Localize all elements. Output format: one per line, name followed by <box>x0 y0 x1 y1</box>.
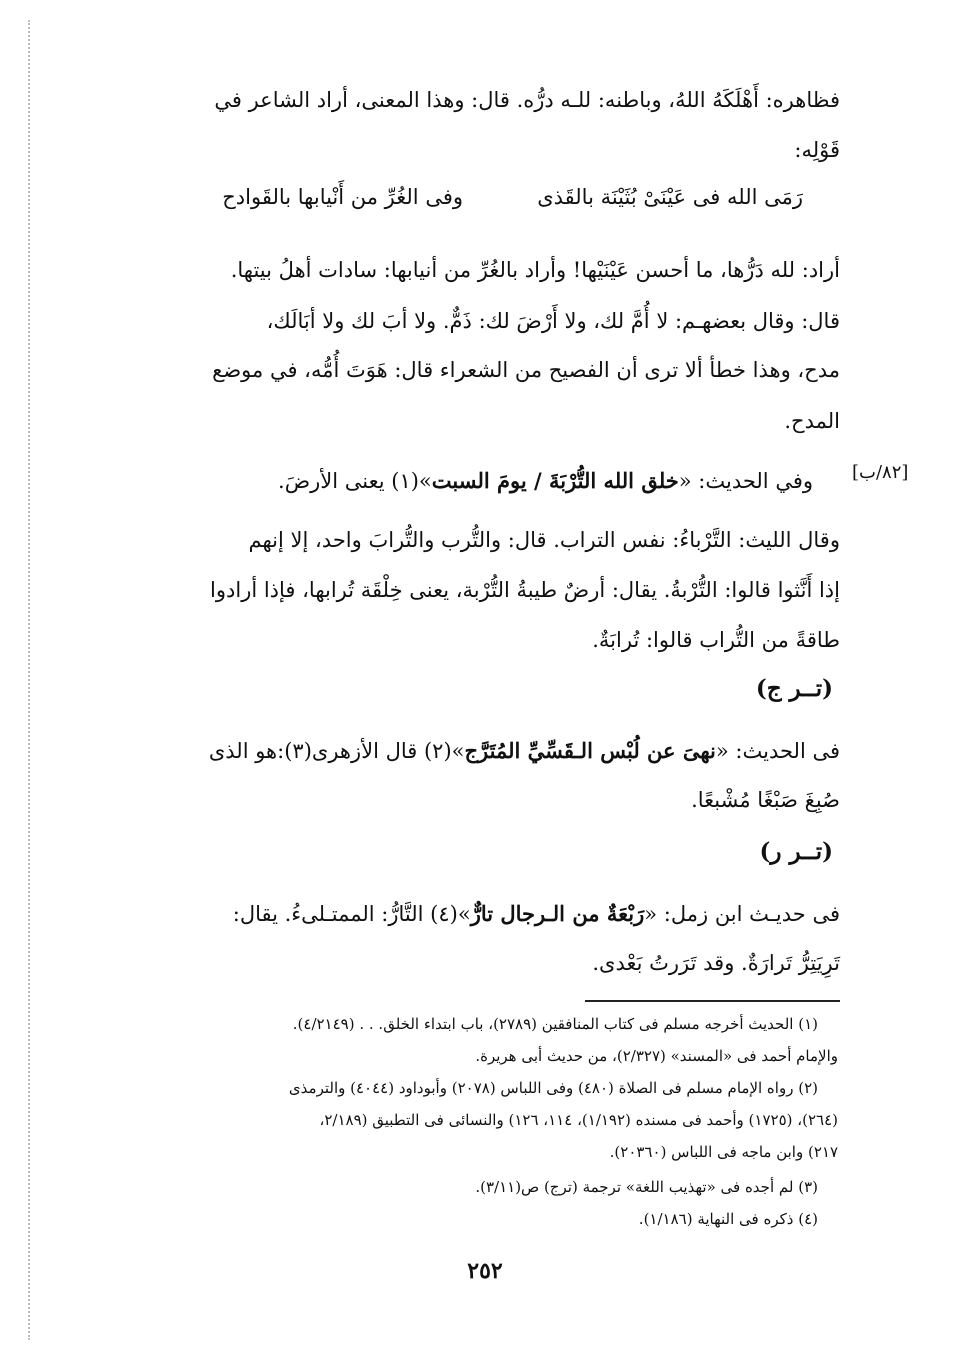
hadith-tail: »(٤) التَّارُّ: الممتـلىءُ. يقال: <box>232 902 471 926</box>
hadith-intro: فى الحديث: « <box>715 739 840 763</box>
paragraph-line: فظاهره: أَهْلَكَهُ اللهُ، وباطنه: للـه درُّه. قال: وهذا المعنى، أراد الشاعر في <box>214 88 840 112</box>
hadith-tail: »(٢) قال الأزهرى(٣):هو الذى <box>208 739 465 763</box>
footnote-line: والإمام أحمد فى «المسند» (٢/٣٢٧)، من حديث أبى هريرة. <box>475 1047 838 1065</box>
verse-hemistich-right: رَمَى الله فى عَيْنَىْ بُثَيْنَة بالقَذى <box>537 185 803 209</box>
paragraph-line: مدح، وهذا خطأ ألا ترى أن الفصيح من الشعراء قال: هَوَتَ أُمُّه، في موضع <box>212 358 840 382</box>
footnote-line: (١) الحديث أخرجه مسلم فى كتاب المنافقين (٢٧٨٩)، باب ابتداء الخلق. . . (٤/٢١٤٩). <box>292 1015 818 1033</box>
hadith-quote: خلق الله التُّرْبَةَ / يومَ السبت <box>431 468 679 493</box>
paragraph-line: طاقةً من التُّراب قالوا: تُرابَةٌ. <box>592 628 840 652</box>
paragraph-line: إذا أَنَّثوا قالوا: التُّرْبةُ. يقال: أرضٌ طيبةُ التُّرْبة، يعنى خِلْقَة تُرابها، فإذا أرادوا <box>210 578 840 602</box>
page-number: ٢٥٢ <box>467 1258 503 1284</box>
paragraph-line: أراد: لله دَرُّها، ما أحسن عَيْنَيْها! وأراد بالغُرِّ من أنيابها: سادات أهلُ بيتها. <box>230 258 840 282</box>
paragraph-line: قَوْلِه: <box>794 138 840 162</box>
footnote-separator <box>585 1000 840 1002</box>
footnote-line: (٤) ذكره فى النهاية (١/١٨٦). <box>638 1210 818 1228</box>
section-heading: (تــر ر) <box>759 838 833 865</box>
hadith-quote: نهىَ عن لُبْس الـقَسِّيِّ المُتَرَّج <box>464 738 716 763</box>
paragraph-line: تَرِيَتِرُّ تَرارَةٌ. وقد تَرَرتُ بَعْدى. <box>592 951 840 975</box>
footnote-line: ٢١٧) وابن ماجه فى اللباس (٢٠٣٦٠). <box>609 1143 838 1161</box>
hadith-tail: »(١) يعنى الأرضَ. <box>278 469 432 493</box>
manuscript-folio-note: [٨٢/ب] <box>852 462 909 483</box>
paragraph-line: وقال الليث: التَّرْباءُ: نفس التراب. قال: والتُّرب والتُّرابَ واحد، إلا إنهم <box>248 528 840 552</box>
section-heading: (تــر ج) <box>755 675 833 702</box>
footnote-line: (٣) لم أجده فى «تهذيب اللغة» ترجمة (ترج) ص(٣/١١). <box>475 1178 818 1196</box>
hadith-intro: فى حديـث ابن زمل: « <box>644 902 840 926</box>
paragraph-line: المدح. <box>784 409 840 433</box>
scan-edge-dotted-line <box>28 20 30 1340</box>
paragraph-line: صُبِغَ صَبْغًا مُشْبعًا. <box>691 788 840 812</box>
paragraph-line: قال: وقال بعضهـم: لا أُمَّ لك، ولا أَرْضَ لك: ذَمٌّ. ولا أبَ لك ولا أبَالَك، <box>266 309 840 333</box>
footnote-line: (٢) رواه الإمام مسلم فى الصلاة (٤٨٠) وفى اللباس (٢٠٧٨) وأبوداود (٤٠٤٤) والترمذى <box>288 1079 818 1097</box>
footnote-line: (٢٦٤)، (١٧٢٥) وأحمد فى مسنده (١/١٩٢)، ١١٤، ١٢٦) والنسائى فى التطبيق (٢/١٨٩، <box>319 1111 838 1129</box>
hadith-intro: وفي الحديث: « <box>678 469 813 493</box>
hadith-line <box>278 452 813 510</box>
verse-hemistich-left: وفى الغُرِّ من أَنْيابها بالقَوادح <box>222 185 463 209</box>
hadith-quote: رَبْعَةٌ من الـرجال تارٌّ <box>470 901 645 926</box>
